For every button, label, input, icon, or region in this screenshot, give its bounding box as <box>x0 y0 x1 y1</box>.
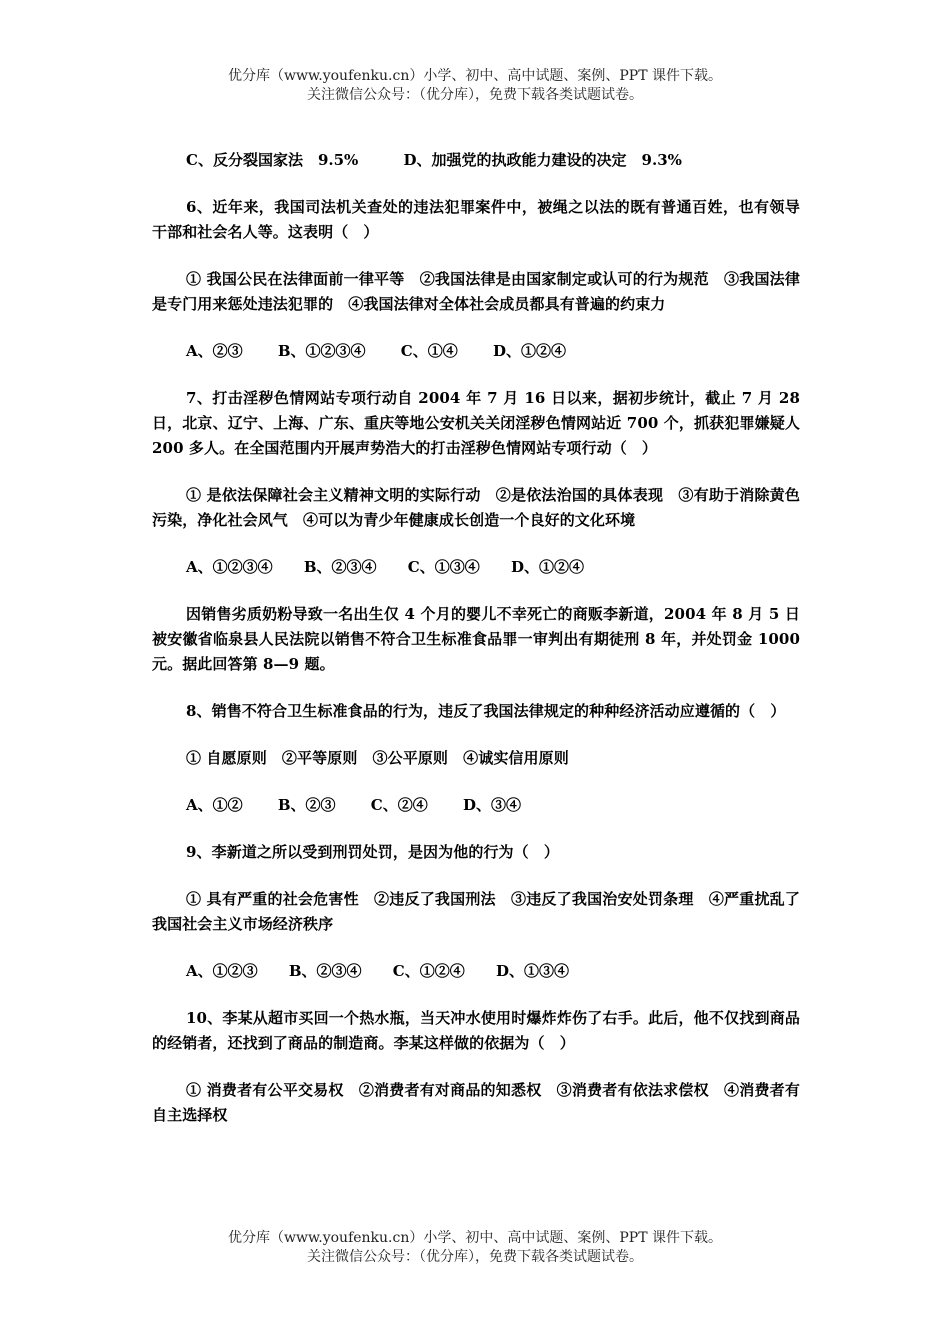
q9-stem: 9、李新道之所以受到刑罚处罚，是因为他的行为（ ） <box>186 843 559 861</box>
q7-option-a: A、①②③④ <box>186 558 273 576</box>
q9-option-b: B、②③④ <box>288 962 362 980</box>
q9-option-c: C、①②④ <box>392 962 465 980</box>
q10-stem: 10、李某从超市买回一个热水瓶，当天冲水使用时爆炸炸伤了右手。此后，他不仅找到商品的经销者，还找到了商品的制造商。李某这样做的依据为（ ） <box>152 1009 800 1052</box>
q6-option-d: D、①②④ <box>492 342 566 360</box>
q7-statements: ① 是依法保障社会主义精神文明的实际行动 ②是依法治国的具体表现 ③有助于消除黄色污染，净化社会风气 ④可以为青少年健康成长创造一个良好的文化环境 <box>152 486 800 529</box>
footer-line-2: 关注微信公众号：（优分库），免费下载各类试题试卷。 <box>307 1249 643 1265</box>
q10-statements: ① 消费者有公平交易权 ②消费者有对商品的知悉权 ③消费者有依法求偿权 ④消费者有自主选择权 <box>152 1081 800 1124</box>
q5-option-c: C、反分裂国家法 9.5% <box>186 151 359 169</box>
q8-stem: 8、销售不符合卫生标准食品的行为，违反了我国法律规定的种种经济活动应遵循的（ ） <box>186 702 786 720</box>
q7-option-c: C、①③④ <box>407 558 480 576</box>
q7-stem: 7、打击淫秽色情网站专项行动自 2004 年 7 月 16 日以来，据初步统计，截止 7 月 28 日，北京、辽宁、上海、广东、重庆等地公安机关关闭淫秽色情网站近 700 个，抓获犯罪嫌疑人 200 多人。在全国范围内开展声势浩大的打击淫秽色情网站专项行动（ ） <box>152 389 800 457</box>
page-header <box>0 67 950 105</box>
header-line-1: 优分库（www.youfenku.cn）小学、初中、高中试题、案例、PPT 课件下载。 <box>227 68 722 84</box>
material-text: 因销售劣质奶粉导致一名出生仅 4 个月的婴儿不幸死亡的商贩李新道，2004 年 8 月 5 日被安徽省临泉县人民法院以销售不符合卫生标准食品罪一审判出有期徒刑 8 年，并处罚金 1000 元。据此回答第 8—9 题。 <box>152 605 800 673</box>
q8-option-d: D、③④ <box>462 796 521 814</box>
q9-option-a: A、①②③ <box>186 962 258 980</box>
q9-option-d: D、①③④ <box>495 962 569 980</box>
q7-option-d: D、①②④ <box>510 558 584 576</box>
q9-statements: ① 具有严重的社会危害性 ②违反了我国刑法 ③违反了我国治安处罚条理 ④严重扰乱了我国社会主义市场经济秩序 <box>152 890 800 933</box>
q6-option-a: A、②③ <box>186 342 243 360</box>
footer-line-1: 优分库（www.youfenku.cn）小学、初中、高中试题、案例、PPT 课件下载。 <box>227 1230 722 1246</box>
q6-option-b: B、①②③④ <box>277 342 366 360</box>
q8-options <box>152 793 800 818</box>
q5-option-d: D、加强党的执政能力建设的决定 9.3% <box>403 151 682 169</box>
q6-options <box>152 339 800 364</box>
q6-statements: ① 我国公民在法律面前一律平等 ②我国法律是由国家制定或认可的行为规范 ③我国法律是专门用来惩处违法犯罪的 ④我国法律对全体社会成员都具有普遍的约束力 <box>152 270 800 313</box>
q8-option-c: C、②④ <box>370 796 428 814</box>
header-line-2: 关注微信公众号：（优分库），免费下载各类试题试卷。 <box>307 87 643 103</box>
q8-option-b: B、②③ <box>277 796 336 814</box>
q7-options <box>152 555 800 580</box>
q8-option-a: A、①② <box>186 796 243 814</box>
q9-options <box>152 959 800 984</box>
page-footer <box>0 1229 950 1267</box>
q8-statements: ① 自愿原则 ②平等原则 ③公平原则 ④诚实信用原则 <box>186 749 569 767</box>
q5-options <box>152 148 800 173</box>
q7-option-b: B、②③④ <box>303 558 377 576</box>
q6-stem: 6、近年来，我国司法机关查处的违法犯罪案件中，被绳之以法的既有普通百姓，也有领导干部和社会名人等。这表明（ ） <box>152 198 800 241</box>
q6-option-c: C、①④ <box>400 342 458 360</box>
document-body <box>152 148 800 1150</box>
